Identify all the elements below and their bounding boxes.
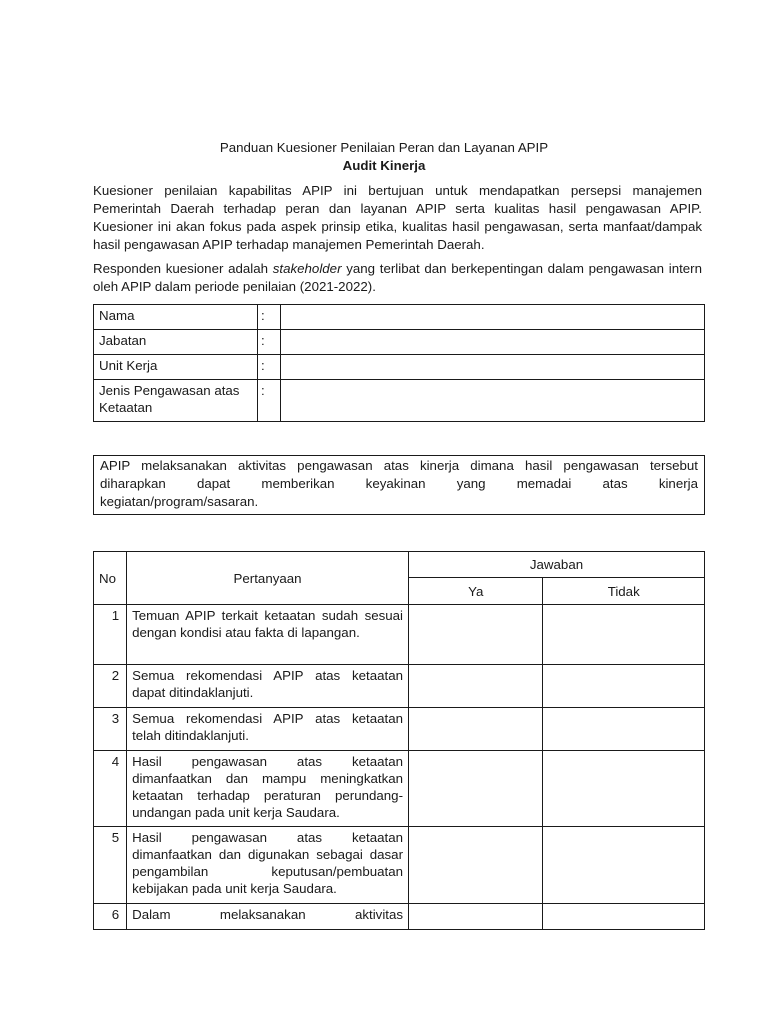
identity-label: Jenis Pengawasan atas Ketaatan xyxy=(94,380,258,422)
question-number: 3 xyxy=(94,708,127,751)
question-row xyxy=(94,665,705,708)
identity-value-field[interactable] xyxy=(281,355,705,380)
identity-separator: : xyxy=(258,305,281,330)
question-row xyxy=(94,827,705,904)
header-row xyxy=(94,552,705,578)
identity-row-jenis-pengawasan xyxy=(94,380,705,422)
identity-value-field[interactable] xyxy=(281,330,705,355)
statement-box xyxy=(93,455,705,515)
intro-paragraph: Kuesioner penilaian kapabilitas APIP ini bertujuan untuk mendapatkan persepsi manajemen Pemerintah Daerah terhadap peran dan layanan APIP serta kualitas hasil pengawasan APIP. Kuesioner ini akan fokus pada aspek prinsip etika, kualitas hasil pengawasan, serta manfaat/dampak hasil pengawasan APIP terhadap manajemen Pemerintah Daerah. xyxy=(93,183,702,252)
answer-yes-cell[interactable] xyxy=(409,605,543,665)
stakeholder-term: stakeholder xyxy=(272,261,342,276)
document-subtitle: Audit Kinerja xyxy=(342,158,426,173)
question-number: 5 xyxy=(94,827,127,904)
question-row xyxy=(94,605,705,665)
answer-no-cell[interactable] xyxy=(543,904,705,930)
identity-label: Jabatan xyxy=(94,330,258,355)
document-title: Panduan Kuesioner Penilaian Peran dan Layanan APIP xyxy=(219,140,549,155)
answer-yes-cell[interactable] xyxy=(409,827,543,904)
question-text: Hasil pengawasan atas ketaatan dimanfaatkan dan mampu meningkatkan ketaatan terhadap peraturan perundang-undangan pada unit kerja Saudara. xyxy=(127,751,409,827)
answer-no-cell[interactable] xyxy=(543,665,705,708)
respondent-text-end: yang terlibat dan berkepentingan dalam pengawasan intern oleh APIP dalam periode penilaian (2021-2022). xyxy=(93,261,702,294)
statement-line: kegiatan/program/sasaran. xyxy=(100,494,259,509)
statement-line: diharapkan dapat memberikan keyakinan yang memadai atas kinerja xyxy=(100,476,698,491)
respondent-paragraph xyxy=(93,260,702,296)
identity-value-field[interactable] xyxy=(281,305,705,330)
answer-no-cell[interactable] xyxy=(543,605,705,665)
statement-line: APIP melaksanakan aktivitas pengawasan atas kinerja dimana hasil pengawasan tersebut xyxy=(100,458,698,473)
column-header-tidak: Tidak xyxy=(543,578,705,605)
question-row xyxy=(94,751,705,827)
identity-row-nama xyxy=(94,305,705,330)
identity-row-unit-kerja xyxy=(94,355,705,380)
question-text: Temuan APIP terkait ketaatan sudah sesuai dengan kondisi atau fakta di lapangan. xyxy=(127,605,409,665)
respondent-identity-table xyxy=(93,304,705,422)
identity-value-field[interactable] xyxy=(281,380,705,422)
answer-yes-cell[interactable] xyxy=(409,751,543,827)
respondent-text-start: Responden kuesioner adalah xyxy=(93,261,273,276)
identity-separator: : xyxy=(258,355,281,380)
answer-no-cell[interactable] xyxy=(543,751,705,827)
question-number: 4 xyxy=(94,751,127,827)
questionnaire-table xyxy=(93,551,705,930)
question-text: Semua rekomendasi APIP atas ketaatan telah ditindaklanjuti. xyxy=(127,708,409,751)
column-header-no: No xyxy=(94,552,127,605)
answer-yes-cell[interactable] xyxy=(409,708,543,751)
column-header-yes: Ya xyxy=(409,578,543,605)
column-header-question: Pertanyaan xyxy=(127,552,409,605)
identity-separator: : xyxy=(258,330,281,355)
question-text: Semua rekomendasi APIP atas ketaatan dapat ditindaklanjuti. xyxy=(127,665,409,708)
question-row xyxy=(94,904,705,930)
question-number: 6 xyxy=(94,904,127,930)
question-text: Dalam melaksanakan aktivitas xyxy=(127,904,409,930)
identity-separator: : xyxy=(258,380,281,422)
identity-label: Nama xyxy=(94,305,258,330)
question-text: Hasil pengawasan atas ketaatan dimanfaatkan dan digunakan sebagai dasar pengambilan keputusan/pembuatan kebijakan pada unit kerja Saudara. xyxy=(127,827,409,904)
answer-yes-cell[interactable] xyxy=(409,904,543,930)
question-number: 2 xyxy=(94,665,127,708)
column-header-answer: Jawaban xyxy=(409,552,705,578)
answer-no-cell[interactable] xyxy=(543,827,705,904)
question-number: 1 xyxy=(94,605,127,665)
identity-label: Unit Kerja xyxy=(94,355,258,380)
answer-no-cell[interactable] xyxy=(543,708,705,751)
answer-yes-cell[interactable] xyxy=(409,665,543,708)
identity-row-jabatan xyxy=(94,330,705,355)
question-row xyxy=(94,708,705,751)
